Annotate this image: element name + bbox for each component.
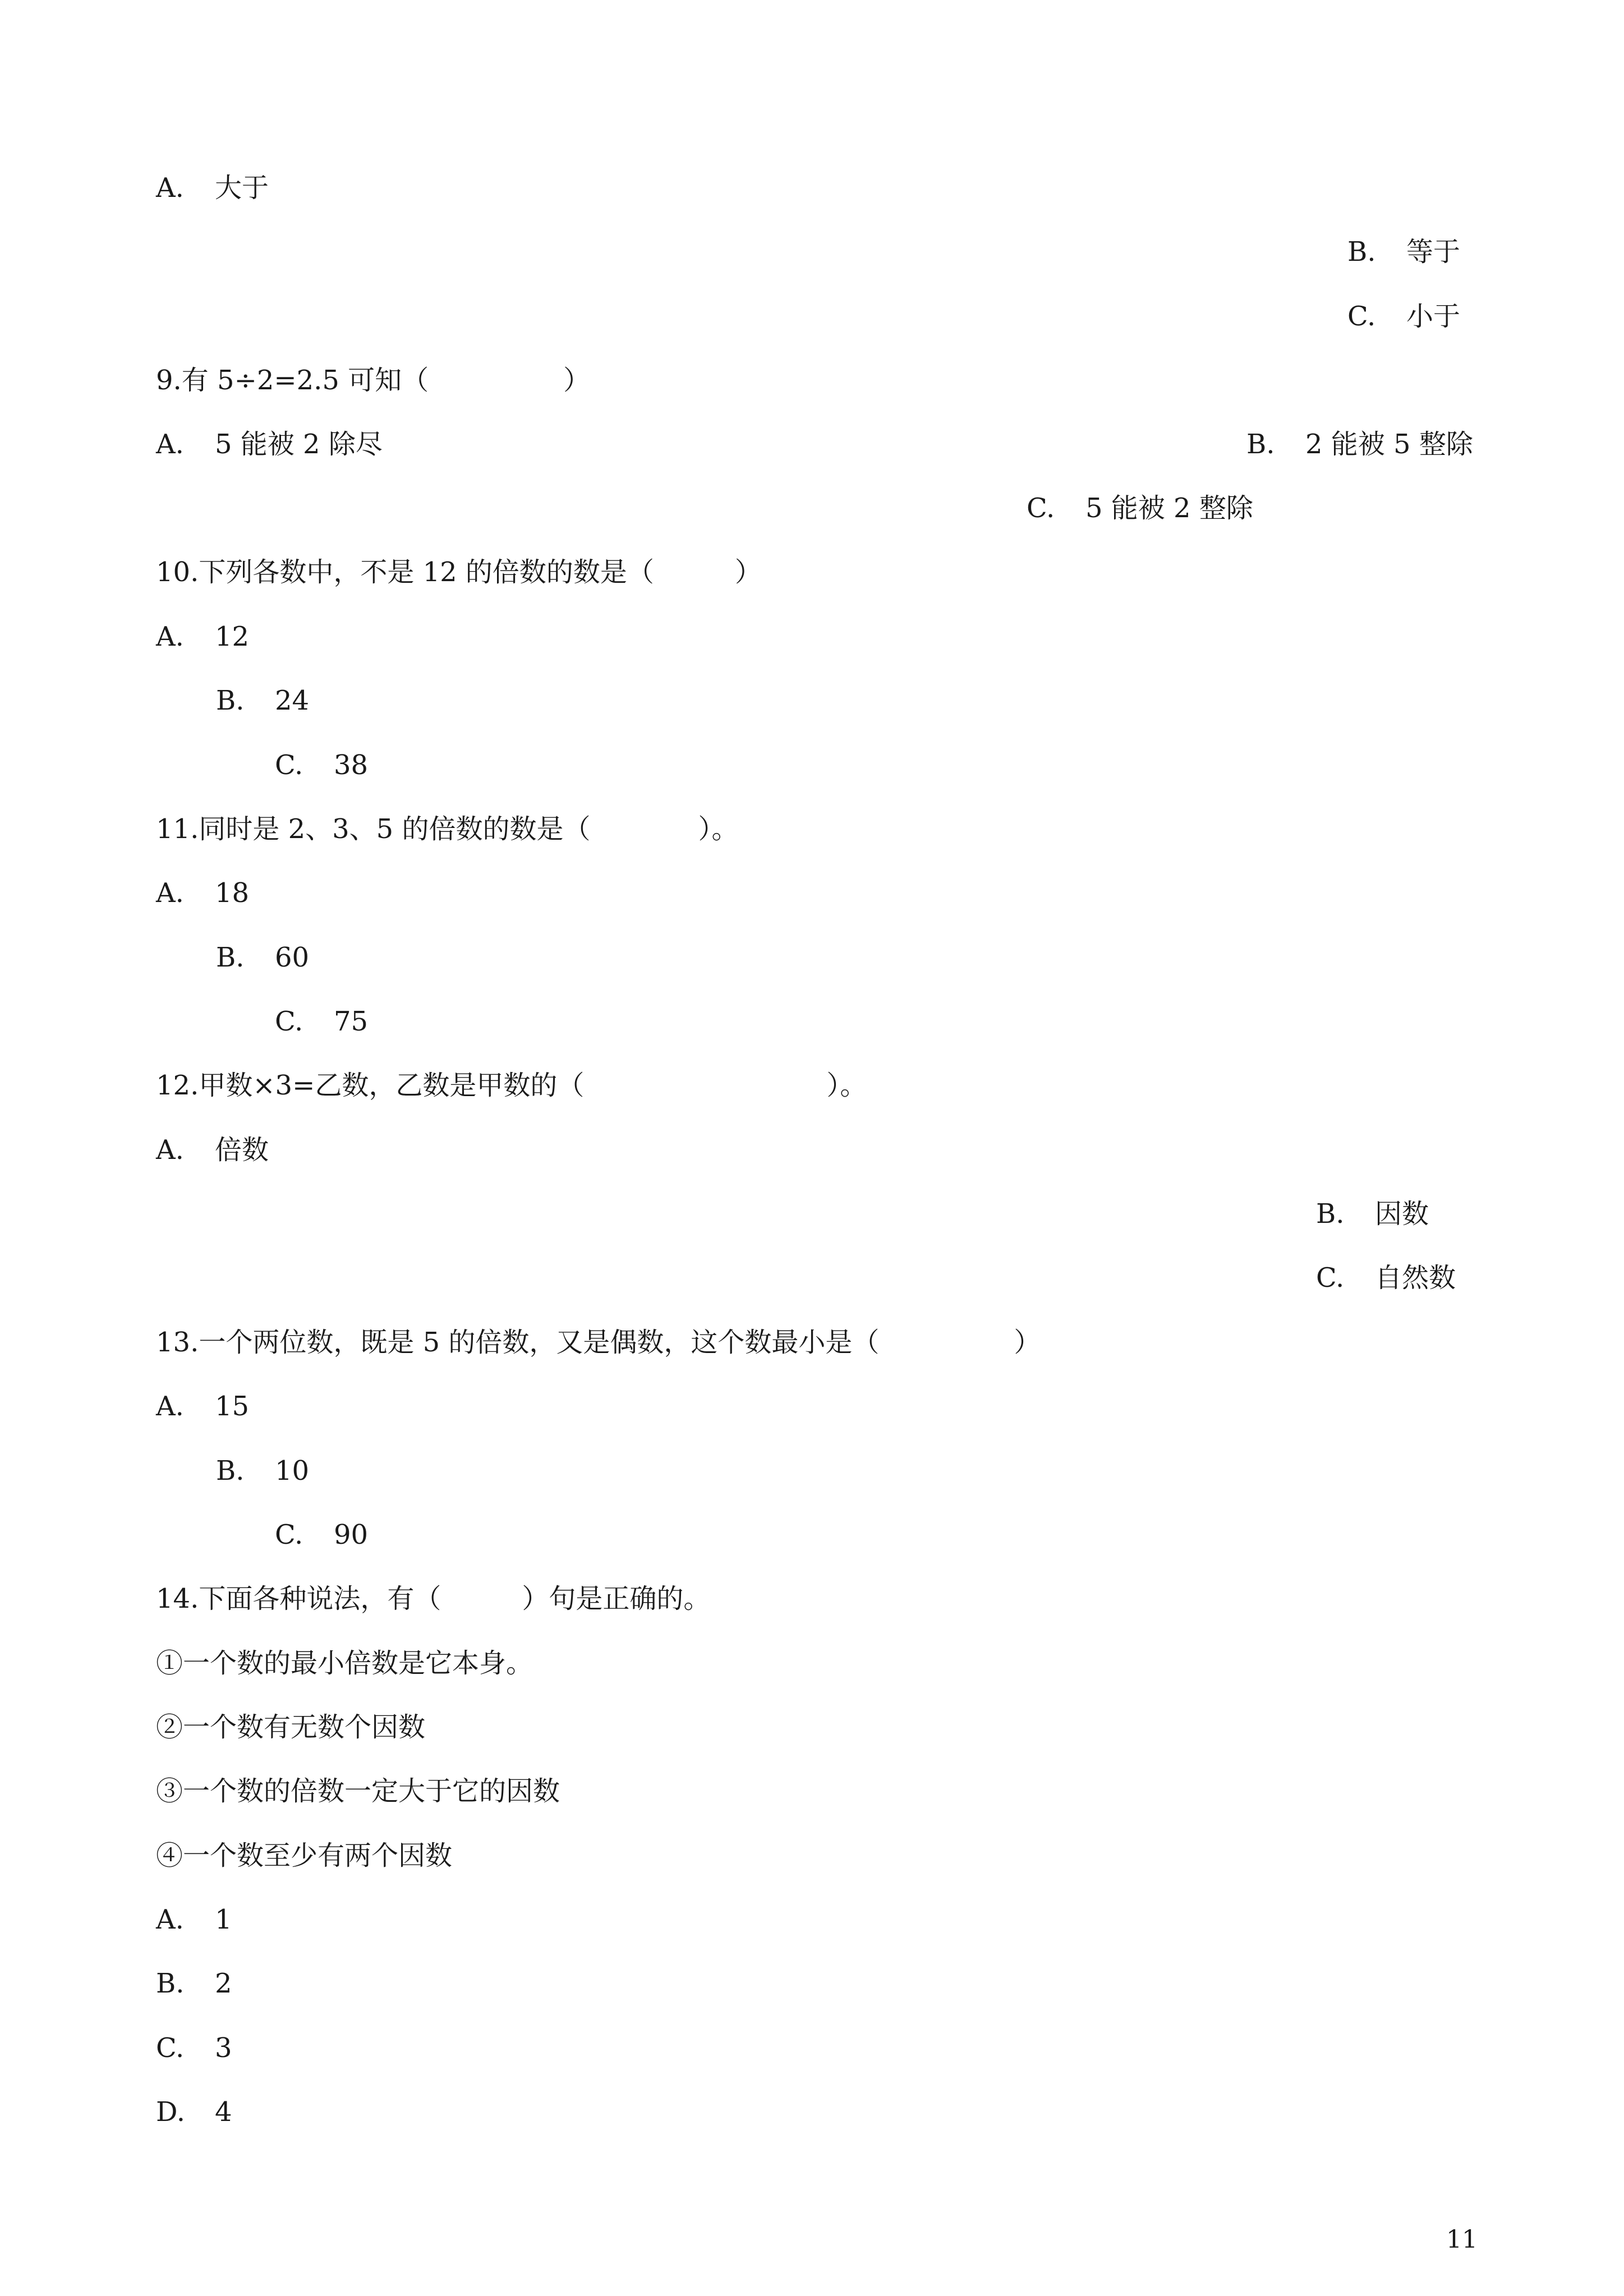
- q12-option-b: [1316, 1197, 1429, 1231]
- q14-option-a: [156, 1903, 232, 1936]
- option-letter: C.: [275, 1006, 303, 1037]
- option-letter: B.: [1246, 429, 1275, 460]
- q10-option-c: [275, 748, 368, 782]
- option-text: 18: [215, 877, 250, 909]
- q14-statement-4: ④一个数至少有两个因数: [156, 1840, 453, 1871]
- option-letter: C.: [1347, 301, 1376, 332]
- q12-option-c: [1316, 1261, 1456, 1295]
- option-text: 2 能被 5 整除: [1305, 429, 1473, 460]
- q14-statement-2: ②一个数有无数个因数: [156, 1711, 426, 1743]
- option-text: 15: [215, 1391, 250, 1422]
- q11-option-c: [275, 1005, 368, 1038]
- option-letter: C.: [275, 1519, 303, 1550]
- option-text: 5 能被 2 整除: [1085, 493, 1253, 524]
- option-text: 自然数: [1375, 1262, 1456, 1294]
- q9-option-b: [1246, 427, 1473, 461]
- option-text: 倍数: [215, 1134, 269, 1166]
- option-letter: A.: [156, 621, 184, 652]
- q14-statement-1: ①一个数的最小倍数是它本身。: [156, 1648, 533, 1679]
- q8-option-b: [1347, 235, 1460, 269]
- option-text: 大于: [215, 172, 269, 204]
- option-letter: B.: [216, 942, 245, 973]
- option-letter: C.: [1316, 1262, 1345, 1294]
- q10-option-a: [156, 620, 249, 654]
- q14-option-c: [156, 2031, 232, 2065]
- option-letter: A.: [156, 1134, 184, 1166]
- q13-stem: 13.一个两位数，既是 5 的倍数，又是偶数，这个数最小是（ ）: [156, 1327, 1041, 1358]
- q12-option-a: [156, 1133, 269, 1167]
- option-letter: A.: [156, 1391, 184, 1422]
- option-letter: A.: [156, 429, 184, 460]
- option-letter: B.: [216, 1455, 245, 1487]
- option-letter: C.: [275, 749, 303, 781]
- option-text: 3: [215, 2032, 232, 2064]
- option-text: 12: [215, 621, 250, 652]
- option-text: 小于: [1406, 301, 1461, 332]
- q9-option-a: [156, 427, 383, 461]
- option-text: 60: [275, 942, 310, 973]
- q10-option-b: [216, 684, 309, 717]
- q9-stem: 9.有 5÷2=2.5 可知（ ）: [156, 365, 591, 396]
- option-text: 等于: [1406, 236, 1461, 268]
- option-letter: B.: [1316, 1198, 1345, 1230]
- q10-stem: 10.下列各数中，不是 12 的倍数的数是（ ）: [156, 556, 762, 588]
- q11-stem: 11.同时是 2、3、5 的倍数的数是（ ）。: [156, 813, 739, 845]
- option-text: 24: [275, 685, 310, 716]
- option-text: 1: [215, 1904, 232, 1935]
- option-text: 10: [275, 1455, 310, 1487]
- q14-statement-3: ③一个数的倍数一定大于它的因数: [156, 1775, 560, 1807]
- q13-option-a: [156, 1389, 249, 1423]
- option-text: 4: [215, 2096, 232, 2128]
- page-number: 11: [1446, 2225, 1478, 2254]
- q13-option-c: [275, 1518, 368, 1552]
- q9-option-c: [1027, 491, 1253, 525]
- q11-option-a: [156, 876, 249, 910]
- q11-option-b: [216, 941, 309, 974]
- q14-option-d: [156, 2095, 232, 2129]
- option-letter: C.: [156, 2032, 185, 2064]
- option-letter: D.: [156, 2096, 186, 2128]
- option-text: 38: [334, 749, 369, 781]
- option-text: 90: [334, 1519, 369, 1550]
- option-letter: B.: [216, 685, 245, 716]
- q8-option-a: [156, 171, 269, 205]
- option-letter: A.: [156, 172, 184, 204]
- q14-option-b: [156, 1967, 232, 2000]
- option-letter: B.: [156, 1968, 185, 1999]
- option-letter: A.: [156, 1904, 184, 1935]
- option-text: 75: [334, 1006, 369, 1037]
- option-text: 5 能被 2 除尽: [215, 429, 383, 460]
- option-text: 因数: [1375, 1198, 1429, 1230]
- option-letter: A.: [156, 877, 184, 909]
- q8-option-c: [1347, 300, 1460, 333]
- option-letter: B.: [1347, 236, 1376, 268]
- option-text: 2: [215, 1968, 232, 1999]
- option-letter: C.: [1027, 493, 1055, 524]
- q12-stem: 12.甲数×3=乙数，乙数是甲数的（ ）。: [156, 1070, 867, 1101]
- q13-option-b: [216, 1454, 309, 1488]
- q14-stem: 14.下面各种说法，有（ ）句是正确的。: [156, 1583, 711, 1614]
